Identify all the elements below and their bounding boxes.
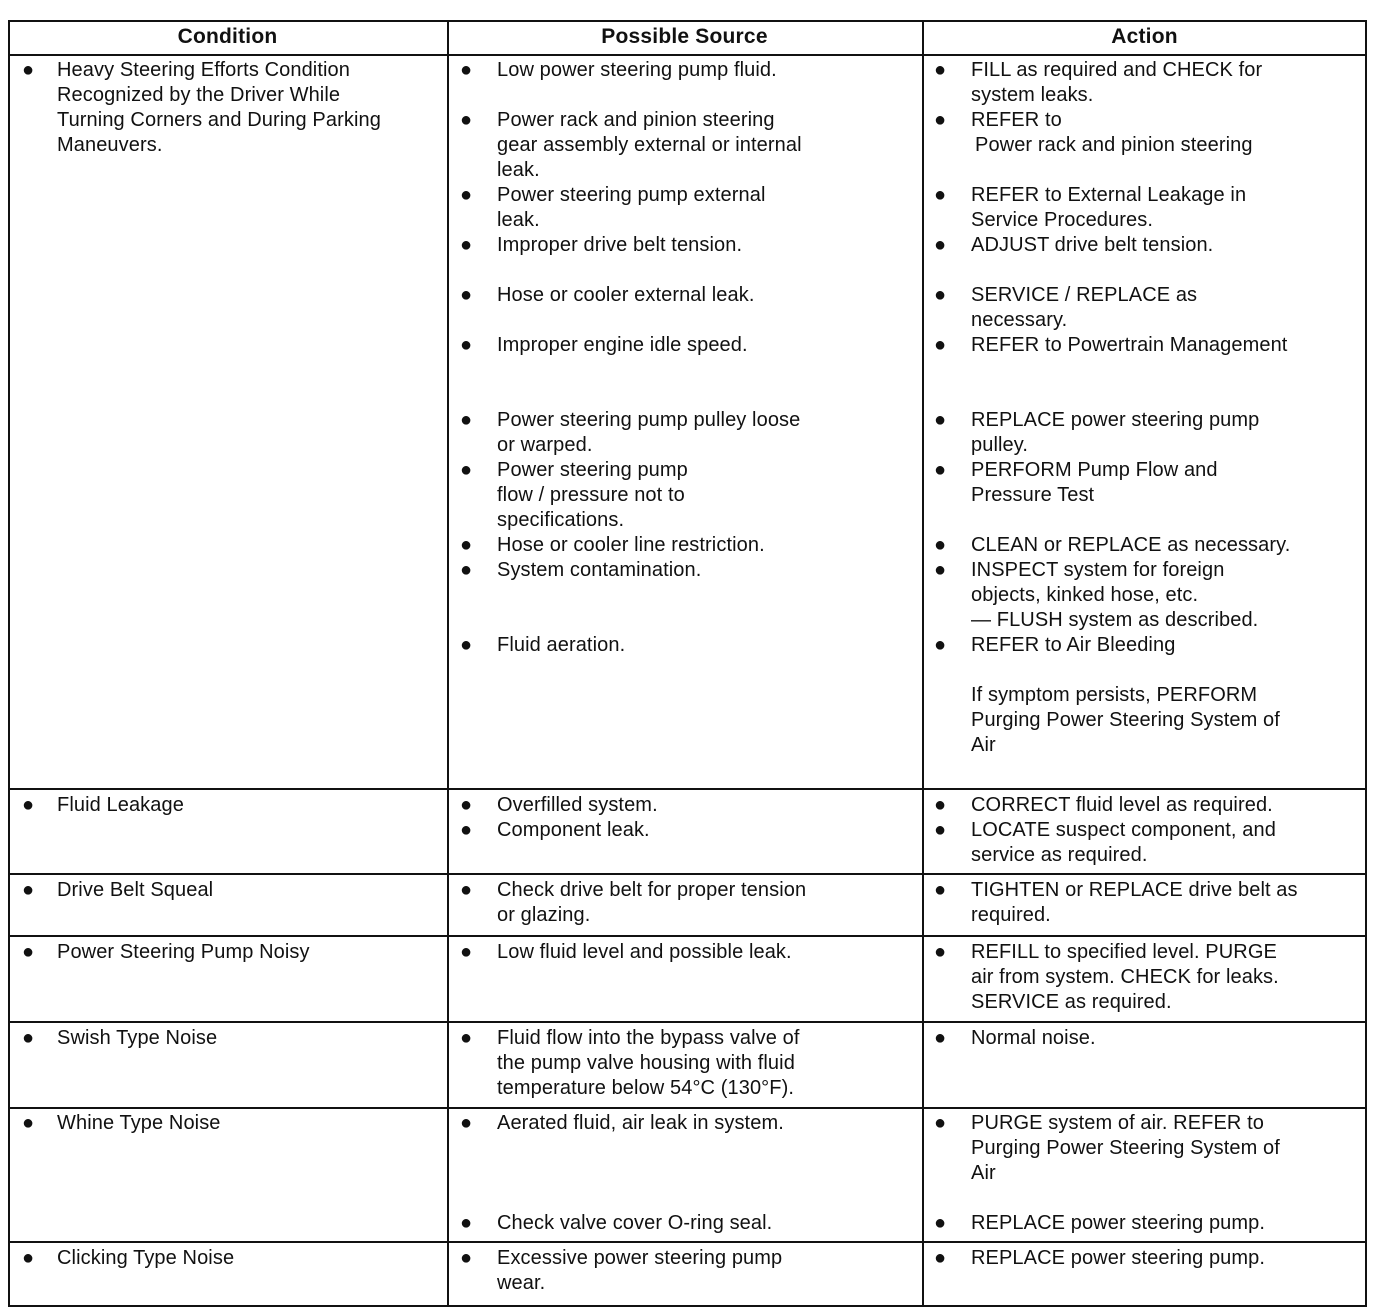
action-text: REFER to Air Bleeding [971, 634, 1176, 656]
table-rule-h [8, 1107, 1367, 1109]
source-text: Power steering pump external [497, 184, 766, 206]
source-text: Hose or cooler line restriction. [497, 534, 765, 556]
bullet-dot-icon: ● [22, 794, 35, 816]
action-text: If symptom persists, PERFORM [971, 684, 1258, 706]
source-text: Component leak. [497, 819, 650, 841]
source-text: Excessive power steering pump [497, 1247, 783, 1269]
action-text: necessary. [971, 309, 1068, 331]
bullet-dot-icon: ● [460, 794, 473, 816]
bullet-dot-icon: ● [460, 1247, 473, 1269]
action-text: Service Procedures. [971, 209, 1153, 231]
bullet-dot-icon: ● [934, 819, 947, 841]
bullet-dot-icon: ● [22, 1112, 35, 1134]
action-text: Purging Power Steering System of [971, 1137, 1280, 1159]
table-rule-h [8, 1021, 1367, 1023]
bullet-dot-icon: ● [460, 634, 473, 656]
source-text: temperature below 54°C (130°F). [497, 1077, 795, 1099]
bullet-dot-icon: ● [460, 534, 473, 556]
action-text: required. [971, 904, 1051, 926]
action-text: objects, kinked hose, etc. [971, 584, 1199, 606]
action-text: INSPECT system for foreign [971, 559, 1225, 581]
header-action: Action [1111, 25, 1178, 48]
action-text: Normal noise. [971, 1027, 1096, 1049]
table-rule-h [8, 935, 1367, 937]
table-rule-h [8, 54, 1367, 56]
action-text: CORRECT fluid level as required. [971, 794, 1273, 816]
table-rule-v [8, 20, 10, 1307]
action-text: — FLUSH system as described. [971, 609, 1259, 631]
source-text: Check valve cover O-ring seal. [497, 1212, 773, 1234]
action-text: REFER to [971, 109, 1062, 131]
action-text: ADJUST drive belt tension. [971, 234, 1214, 256]
action-text: Air [971, 1162, 996, 1184]
bullet-dot-icon: ● [934, 879, 947, 901]
action-text: Pressure Test [971, 484, 1095, 506]
bullet-dot-icon: ● [460, 819, 473, 841]
action-text: REPLACE power steering pump. [971, 1247, 1266, 1269]
condition-text: Swish Type Noise [57, 1027, 218, 1049]
table-rule-v [447, 20, 449, 1307]
table-rule-h [8, 1241, 1367, 1243]
source-text: Check drive belt for proper tension [497, 879, 807, 901]
bullet-dot-icon: ● [460, 941, 473, 963]
bullet-dot-icon: ● [934, 534, 947, 556]
bullet-dot-icon: ● [460, 879, 473, 901]
table-rule-h [8, 788, 1367, 790]
source-text: leak. [497, 209, 540, 231]
diagnosis-table [8, 20, 1367, 1307]
table-rule-h [8, 873, 1367, 875]
table-rule-v [1365, 20, 1367, 1307]
bullet-dot-icon: ● [934, 409, 947, 431]
source-text: Power steering pump pulley loose [497, 409, 801, 431]
source-text: Low fluid level and possible leak. [497, 941, 792, 963]
condition-text: Maneuvers. [57, 134, 163, 156]
bullet-dot-icon: ● [460, 334, 473, 356]
bullet-dot-icon: ● [934, 1212, 947, 1234]
bullet-dot-icon: ● [934, 334, 947, 356]
action-text: SERVICE as required. [971, 991, 1172, 1013]
source-text: Overfilled system. [497, 794, 658, 816]
action-text: REPLACE power steering pump [971, 409, 1260, 431]
bullet-dot-icon: ● [934, 941, 947, 963]
header-condition: Condition [177, 25, 278, 48]
action-text: pulley. [971, 434, 1029, 456]
bullet-dot-icon: ● [22, 59, 35, 81]
source-text: Improper engine idle speed. [497, 334, 748, 356]
bullet-dot-icon: ● [460, 184, 473, 206]
condition-text: Whine Type Noise [57, 1112, 221, 1134]
condition-text: Clicking Type Noise [57, 1247, 235, 1269]
source-text: specifications. [497, 509, 625, 531]
bullet-dot-icon: ● [934, 459, 947, 481]
source-text: Power rack and pinion steering [497, 109, 775, 131]
bullet-dot-icon: ● [460, 109, 473, 131]
action-text: Air [971, 734, 996, 756]
action-text: PURGE system of air. REFER to [971, 1112, 1264, 1134]
action-text: service as required. [971, 844, 1148, 866]
source-text: Hose or cooler external leak. [497, 284, 755, 306]
action-text: Purging Power Steering System of [971, 709, 1280, 731]
bullet-dot-icon: ● [934, 284, 947, 306]
bullet-dot-icon: ● [934, 559, 947, 581]
bullet-dot-icon: ● [22, 1027, 35, 1049]
action-text: LOCATE suspect component, and [971, 819, 1276, 841]
bullet-dot-icon: ● [460, 559, 473, 581]
bullet-dot-icon: ● [934, 1112, 947, 1134]
bullet-dot-icon: ● [22, 1247, 35, 1269]
bullet-dot-icon: ● [460, 234, 473, 256]
bullet-dot-icon: ● [22, 879, 35, 901]
action-text: system leaks. [971, 84, 1094, 106]
condition-text: Turning Corners and During Parking [57, 109, 381, 131]
source-text: the pump valve housing with fluid [497, 1052, 795, 1074]
source-text: flow / pressure not to [497, 484, 685, 506]
source-text: Fluid flow into the bypass valve of [497, 1027, 800, 1049]
bullet-dot-icon: ● [460, 59, 473, 81]
table-rule-h [8, 1305, 1367, 1307]
source-text: or warped. [497, 434, 593, 456]
bullet-dot-icon: ● [934, 794, 947, 816]
table-rule-v [922, 20, 924, 1307]
source-text: Power steering pump [497, 459, 688, 481]
bullet-dot-icon: ● [934, 109, 947, 131]
bullet-dot-icon: ● [934, 234, 947, 256]
header-possible-source: Possible Source [601, 25, 768, 48]
bullet-dot-icon: ● [460, 1212, 473, 1234]
source-text: or glazing. [497, 904, 591, 926]
source-text: Fluid aeration. [497, 634, 626, 656]
bullet-dot-icon: ● [460, 284, 473, 306]
bullet-dot-icon: ● [460, 1112, 473, 1134]
condition-text: Recognized by the Driver While [57, 84, 341, 106]
action-text: REPLACE power steering pump. [971, 1212, 1266, 1234]
source-text: wear. [497, 1272, 546, 1294]
bullet-dot-icon: ● [934, 59, 947, 81]
table-rule-h [8, 20, 1367, 22]
action-text: PERFORM Pump Flow and [971, 459, 1218, 481]
bullet-dot-icon: ● [460, 409, 473, 431]
bullet-dot-icon: ● [934, 184, 947, 206]
action-text: REFILL to specified level. PURGE [971, 941, 1277, 963]
action-text: CLEAN or REPLACE as necessary. [971, 534, 1291, 556]
action-text: REFER to External Leakage in [971, 184, 1247, 206]
action-text: REFER to Powertrain Management [971, 334, 1288, 356]
action-text: FILL as required and CHECK for [971, 59, 1263, 81]
action-text: TIGHTEN or REPLACE drive belt as [971, 879, 1298, 901]
source-text: Low power steering pump fluid. [497, 59, 777, 81]
bullet-dot-icon: ● [22, 941, 35, 963]
condition-text: Fluid Leakage [57, 794, 184, 816]
condition-text: Drive Belt Squeal [57, 879, 214, 901]
condition-text: Power Steering Pump Noisy [57, 941, 310, 963]
action-text: air from system. CHECK for leaks. [971, 966, 1279, 988]
source-text: leak. [497, 159, 540, 181]
condition-text: Heavy Steering Efforts Condition [57, 59, 350, 81]
action-text: Power rack and pinion steering [975, 134, 1253, 156]
bullet-dot-icon: ● [934, 1247, 947, 1269]
bullet-dot-icon: ● [460, 459, 473, 481]
action-text: SERVICE / REPLACE as [971, 284, 1198, 306]
source-text: Aerated fluid, air leak in system. [497, 1112, 784, 1134]
source-text: Improper drive belt tension. [497, 234, 743, 256]
source-text: System contamination. [497, 559, 702, 581]
bullet-dot-icon: ● [934, 1027, 947, 1049]
bullet-dot-icon: ● [460, 1027, 473, 1049]
bullet-dot-icon: ● [934, 634, 947, 656]
source-text: gear assembly external or internal [497, 134, 802, 156]
